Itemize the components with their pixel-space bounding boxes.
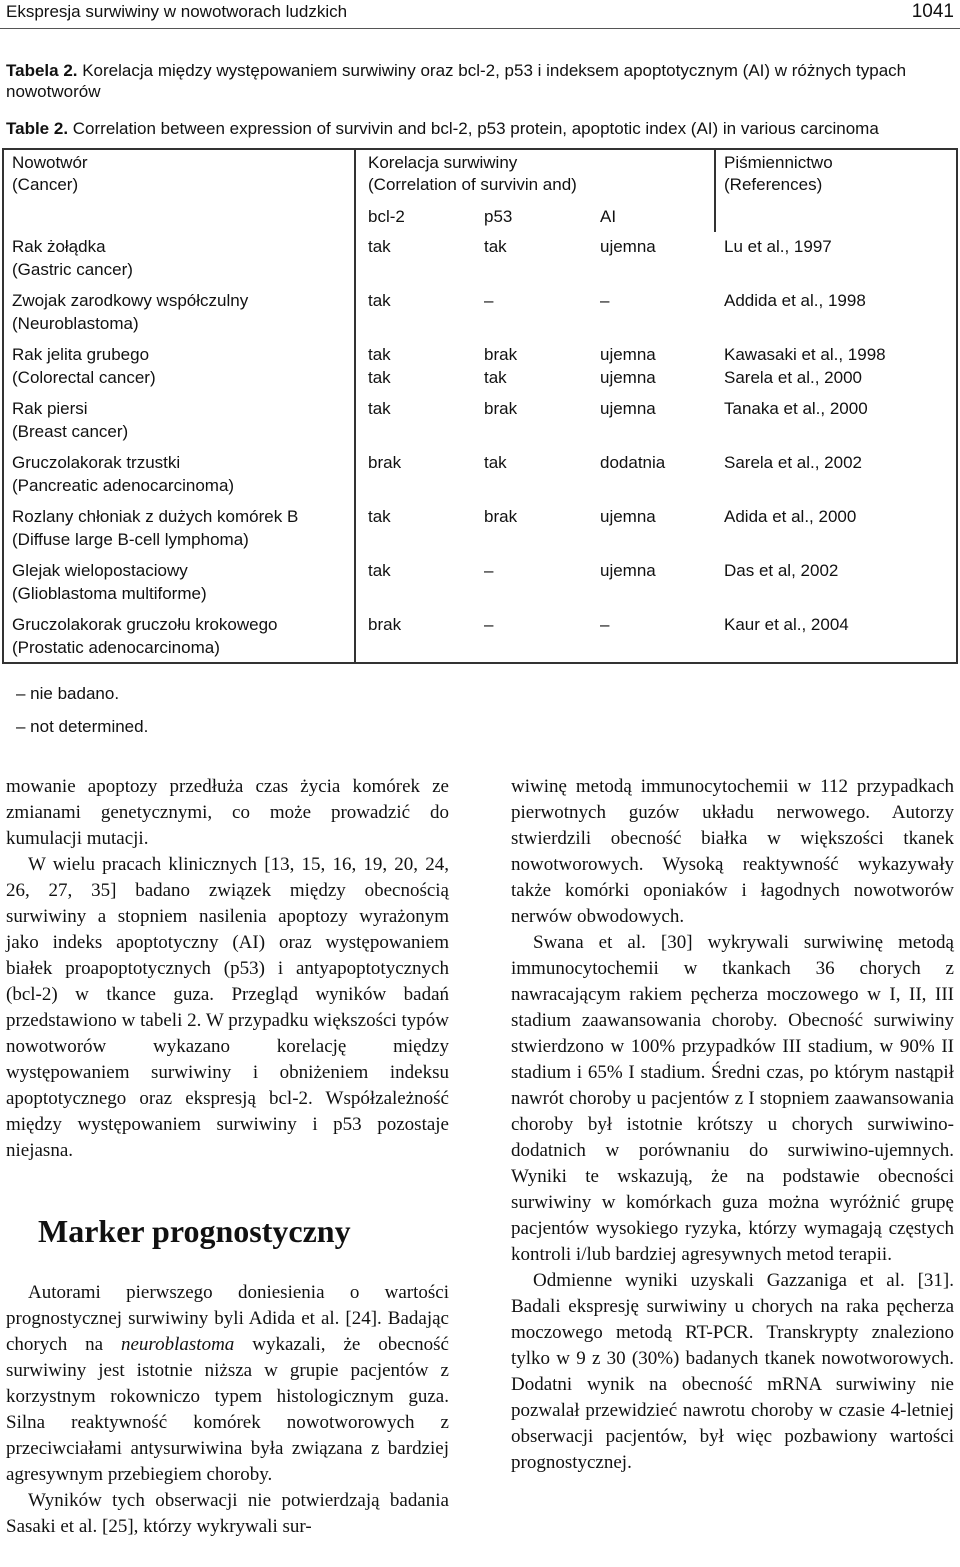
header-cancer-pl: Nowotwór [12,153,88,172]
header-sub-p53: p53 [484,207,513,226]
italic-term: neuroblastoma [121,1334,235,1355]
table-cell-ref: Lu et al., 1997 [724,237,832,256]
table-cell-p53: tak [484,453,507,472]
cancer-name-pl: Gruczolakorak trzustki [12,453,181,472]
paragraph: mowanie apoptozy przedłuża czas życia komórek ze zmianami genetycznymi, co może prowadzić do kumulacji mutacji. [6,776,449,849]
paragraph: wiwinę metodą immunocytochemii w 112 przypadkach pierwotnych guzów układu nerwowego. Autorzy stwierdzili obecność białka w większości tkanek nowotworowych. Wysoką reaktywność wykazywały także komórki oponiaków i łagodnych nowotworów nerwów obwodowych. [511,776,954,927]
table-cell-ref: Tanaka et al., 2000 [724,399,868,418]
table-cell-ref: Kaur et al., 2004 [724,615,849,634]
table-cell-p53: brak [484,399,518,418]
cancer-name-pl: Glejak wielopostaciowy [12,561,188,580]
table-cell-ref: Addida et al., 1998 [724,291,866,310]
footnote-pl: – nie badano. [16,684,120,703]
table-cell-ref: Adida et al., 2000 [724,507,857,526]
paragraph: Wyników tych obserwacji nie potwierdzają badania Sasaki et al. [25], którzy wykrywali sur- [6,1490,449,1537]
header-correlation-en: (Correlation of survivin and) [368,175,577,194]
cancer-name-en: (Pancreatic adenocarcinoma) [12,476,235,495]
table-cell-bcl2: tak [368,291,391,310]
table-cell-p53: – [484,291,494,310]
header-sub-ai: AI [600,207,617,226]
right-column [511,774,954,1476]
table-cell-ref: Sarela et al., 2000 [724,368,862,387]
table-cell-ref: Sarela et al., 2002 [724,453,862,472]
correlation-table [2,148,958,664]
table-cell-ai: dodatnia [600,453,666,472]
table-cell-ai: – [600,615,610,634]
header-references-en: (References) [724,175,823,194]
cancer-name-en: (Colorectal cancer) [12,368,156,387]
cancer-name-en: (Breast cancer) [12,422,129,441]
cancer-name-en: (Gastric cancer) [12,260,133,279]
table-cell-ai: – [600,291,610,310]
table-cell-bcl2: tak [368,561,391,580]
table-cell-ai: ujemna [600,345,656,364]
cancer-name-pl: Gruczolakorak gruczołu krokowego [12,615,278,634]
table-cell-p53: brak [484,345,518,364]
table-cell-ai: ujemna [600,399,656,418]
header-rule [0,28,960,29]
cancer-name-en: (Prostatic adenocarcinoma) [12,638,220,657]
cancer-name-pl: Rozlany chłoniak z dużych komórek B [12,507,299,526]
table-cell-ref: Das et al, 2002 [724,561,839,580]
table-cell-bcl2: tak [368,507,391,526]
text-run: wykazali, że obecność surwiwiny jest istotnie niższa w grupie pacjentów z korzystnym rokowniczo typem histologicznym guza. Silna reaktywność komórek nowotworowych z przeciwciałami antysurwiwina była związana z bardziej agresywnym przebiegiem choroby. [6,1334,449,1485]
table-cell-bcl2: brak [368,453,402,472]
cancer-name-en: (Glioblastoma multiforme) [12,584,207,603]
header-correlation-pl: Korelacja surwiwiny [368,153,518,172]
table-cell-bcl2: brak [368,615,402,634]
table-divider-1 [354,150,356,662]
cancer-name-pl: Rak żołądka [12,237,106,256]
section-title: Marker prognostyczny [38,1213,351,1249]
caption-label-pl: Tabela 2. [6,61,78,80]
left-column [6,774,449,1540]
table-cell-p53: tak [484,368,507,387]
running-head [6,0,954,26]
table-cell-ai: ujemna [600,507,656,526]
text-run: Autorami pierwszego doniesienia o wartości prognostycznej surwiwiny byli Adida et al. [24]. Badając chorych na [6,1282,449,1355]
table-cell-ai: ujemna [600,237,656,256]
caption-label-en: Table 2. [6,119,69,138]
cancer-name-en: (Diffuse large B-cell lymphoma) [12,530,249,549]
paragraph: W wielu pracach klinicznych [13, 15, 16, 19, 20, 24, 26, 27, 35] badano związek między obecnością surwiwiny a stopniem nasilenia apoptozy wyrażonym jako indeks apoptotyczny (AI) oraz występowaniem białek proapoptotycznych (p53) i antyapoptotycznych (bcl-2) w tkance guza. Przegląd wyników badań przedstawiono w tabeli 2. W przypadku większości typów nowotworów wykazano korelację między występowaniem surwiwiny i obniżeniem indeksu apoptotycznego oraz ekspresją bcl-2. Współzależność między występowaniem surwiwiny i p53 pozostaje niejasna. [6,854,449,1161]
table-cell-ref: Kawasaki et al., 1998 [724,345,886,364]
caption-text-en: Correlation between expression of survivin and bcl-2, p53 protein, apoptotic index (AI) in various carcinoma [68,119,879,138]
cancer-name-pl: Rak jelita grubego [12,345,150,364]
header-sub-bcl-2: bcl-2 [368,207,405,226]
paragraph: Odmienne wyniki uzyskali Gazzaniga et al. [31]. Badali ekspresję surwiwiny u chorych na raka pęcherza moczowego metodą RT-PCR. Transkrypty znaleziono tylko w 9 z 30 (30%) badanych tkanek nowotworowych. Dodatni wynik na obecność mRNA surwiwiny nie pozwalał przewidzieć nawrotu choroby w czasie 4-letniej obserwacji pacjentów, był więc pozbawiony wartości prognostycznej. [511,1270,954,1473]
table-cell-p53: brak [484,507,518,526]
cancer-name-en: (Neuroblastoma) [12,314,139,333]
paragraph: Swana et al. [30] wykrywali surwiwinę metodą immunocytochemii w tkankach 36 chorych z nawracającym rakiem pęcherza moczowego w I, II, III stadium zaawansowania choroby. Obecność surwiwiny stwierdzono w 100% przypadków III stadium, w 90% II stadium i 65% I stadium. Średni czas, po którym nastąpił nawrót choroby u pacjentów z I stopniem zaawansowania choroby był istotnie krótszy u chorych surwiwino-dodatnich w porównaniu do surwiwino-ujemnych. Wyniki te wskazują, że na podstawie obecności surwiwiny w komórkach guza można wyróżnić grupę pacjentów wysokiego ryzyka, którzy wymagają częstych kontroli i/lub bardziej agresywnych metod terapii. [511,932,954,1265]
cancer-name-pl: Rak piersi [12,399,88,418]
table-divider-2 [714,150,716,232]
table-cell-p53: tak [484,237,507,256]
caption-text-pl: Korelacja między występowaniem surwiwiny oraz bcl-2, p53 i indeksem apoptotycznym (AI) w różnych typach nowotworów [6,61,907,101]
table-cell-p53: – [484,615,494,634]
table-cell-bcl2: tak [368,237,391,256]
table-cell-bcl2: tak [368,399,391,418]
table-caption-en [6,118,954,139]
header-cancer-en: (Cancer) [12,175,79,194]
table-cell-ai: ujemna [600,561,656,580]
table-cell-bcl2: tak [368,368,391,387]
table-cell-ai: ujemna [600,368,656,387]
page-number: 1041 [911,1,954,22]
table-caption-pl [6,60,954,102]
table-cell-bcl2: tak [368,345,391,364]
footnote-en: – not determined. [16,717,149,736]
header-references-pl: Piśmiennictwo [724,153,833,172]
table-cell-p53: – [484,561,494,580]
paragraph [6,1280,449,1488]
cancer-name-pl: Zwojak zarodkowy współczulny [12,291,249,310]
running-head-title: Ekspresja surwiwiny w nowotworach ludzkich [6,2,348,21]
